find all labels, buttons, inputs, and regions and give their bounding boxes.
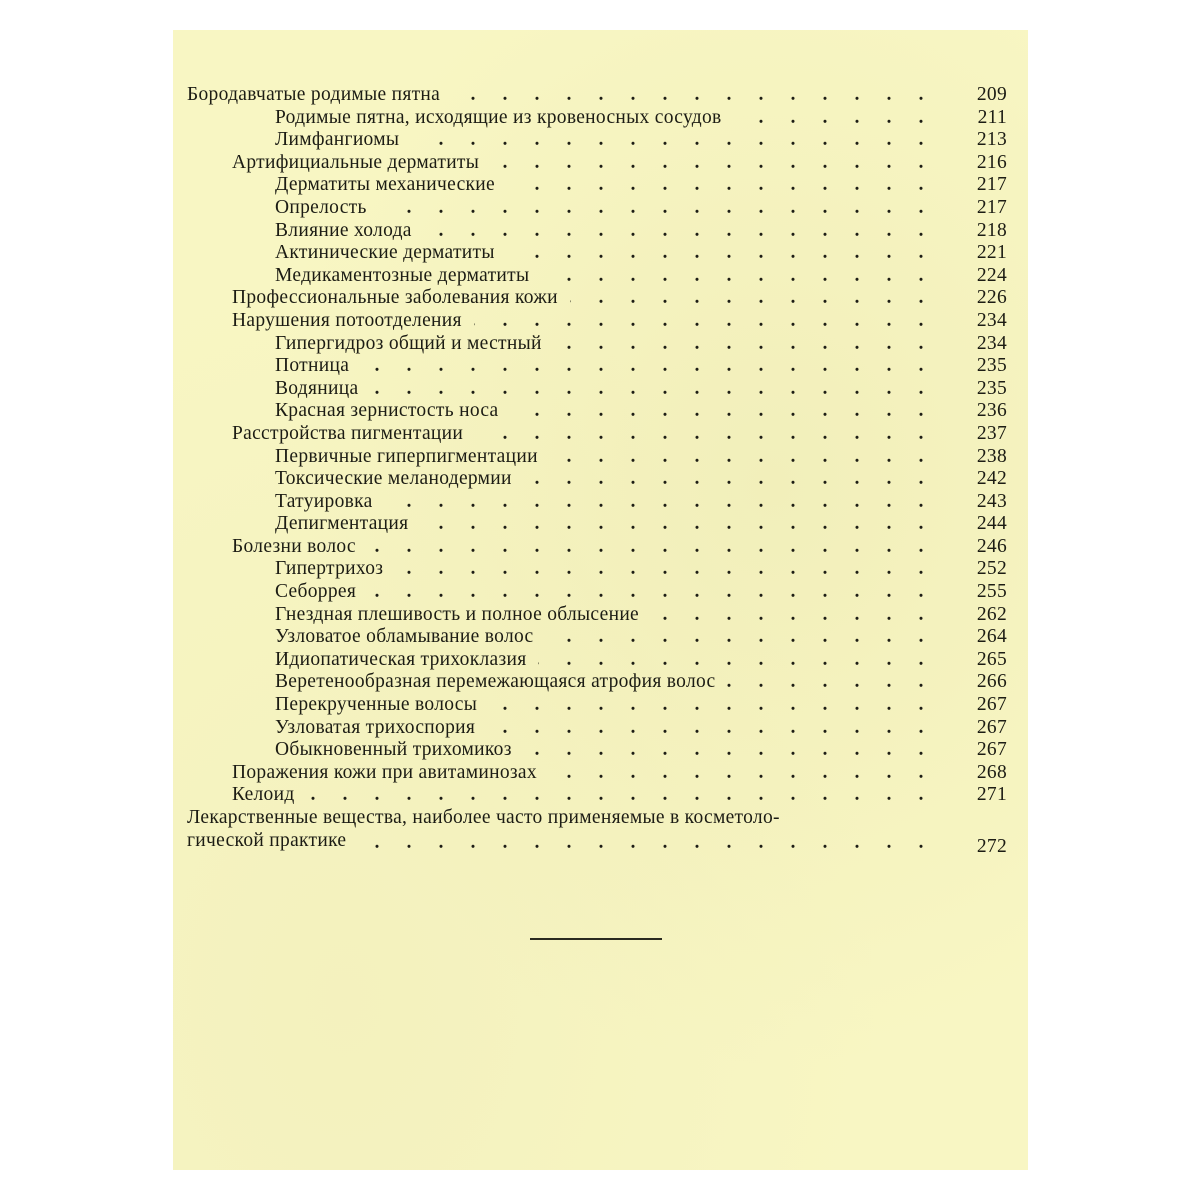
leader-dots [651,604,937,627]
toc-entry-page: 264 [976,626,1007,648]
toc-entry-page: 267 [976,694,1007,716]
leader-dots [474,310,937,333]
toc-entry-title: Бородавчатые родимые пятна [187,84,441,105]
leader-dots [424,220,937,243]
toc-entry [187,739,1007,762]
toc-entry [187,242,1007,265]
toc-entry-page: 238 [976,445,1007,467]
toc-entry [187,400,1007,423]
leader-dots [524,739,937,762]
toc-entry [187,84,1007,107]
toc-entry-page: 221 [976,242,1007,264]
toc-entry-page: 244 [976,513,1007,535]
toc-entry-page: 234 [976,309,1007,331]
toc-entry-title: Перекрученные волосы [275,694,478,716]
leader-dots [487,717,937,740]
leader-dots [545,626,937,649]
leader-dots [368,581,937,604]
toc-entry-page: 226 [976,287,1007,309]
leader-dots [549,762,937,785]
toc-entry-page: 271 [976,784,1007,806]
end-rule [530,938,662,940]
leader-dots [379,197,937,220]
toc-entry-page: 211 [977,106,1007,128]
toc-entry-title: Гипертрихоз [275,558,384,580]
toc-entry-page: 217 [976,174,1007,196]
leader-dots [368,536,937,559]
leader-dots [489,694,937,717]
toc-entry [187,762,1007,785]
toc-entry [187,446,1007,469]
toc-entry-title: Узловатое обламывание волос [275,626,534,648]
toc-entry-page: 235 [976,377,1007,399]
leader-dots [452,84,937,107]
toc-entry-title: Токсические меланодермии [275,468,512,490]
toc-entry [187,174,1007,197]
toc-entry-title: Гипергидроз общий и местный [275,332,542,354]
toc-entry-page: 266 [976,671,1007,693]
toc-entry [187,265,1007,288]
toc-entry-title: Актинические дерматиты [275,242,495,264]
leader-dots [361,355,937,378]
leader-dots [727,671,937,694]
toc-entry [187,513,1007,536]
leader-dots [370,378,937,401]
toc-entry-title: Красная зернистость носа [275,400,499,422]
leader-dots [385,491,937,514]
leader-dots [411,129,937,152]
toc-entry [187,197,1007,220]
toc-entry [187,423,1007,446]
toc-entry-page: 209 [976,84,1007,105]
toc-entry-title: Келоид [232,784,295,806]
toc-entry-title: Артифициальные дерматиты [232,151,480,173]
toc-entry-title: Потница [275,355,350,377]
leader-dots [358,832,937,855]
toc-entry-title: Гнездная плешивость и полное облысение [275,603,640,625]
toc-entry-page: 262 [976,603,1007,625]
toc-entry-title: Болезни волос [232,535,356,557]
toc-entry [187,107,1007,130]
leader-dots [570,287,937,310]
leader-dots [307,784,937,807]
leader-dots [511,400,937,423]
toc-entry [187,378,1007,401]
toc-entry-page: 213 [976,129,1007,151]
leader-dots [507,174,937,197]
leader-dots [491,152,937,175]
toc-entry-title: Веретенообразная перемежающаяся атрофия волос [275,671,716,693]
toc-entry-page: 267 [976,716,1007,738]
toc-entry [187,287,1007,310]
toc-entry-page: 255 [976,581,1007,603]
toc-entry-title-line1: Лекарственные вещества, наиболее часто применяемые в косметоло- [187,807,780,828]
toc-entry-title: Обыкновенный трихомикоз [275,739,512,761]
toc-entry [187,536,1007,559]
toc-entry-page: 265 [976,648,1007,670]
toc-entry-title-line2: гической практике [187,829,347,851]
leader-dots [734,107,937,130]
toc-entry-title: Узловатая трихоспория [275,716,476,738]
toc-entry [187,649,1007,672]
toc-entry-page: 246 [976,535,1007,557]
toc-entry-page: 224 [976,264,1007,286]
toc-entry-title: Поражения кожи при авитаминозах [232,761,537,783]
toc-entry-title: Себоррея [275,581,357,603]
toc-entry-page: 217 [976,196,1007,218]
toc-entry [187,671,1007,694]
toc-entry-title: Профессиональные заболевания кожи [232,287,558,309]
toc-entry-page: 236 [976,400,1007,422]
toc-entry-title: Расстройства пигментации [232,422,464,444]
leader-dots [550,446,937,469]
leader-dots [395,558,937,581]
toc-entry [187,581,1007,604]
toc-entry-page: 218 [976,219,1007,241]
toc-entry-title: Родимые пятна, исходящие из кровеносных сосудов [275,106,722,128]
leader-dots [507,242,937,265]
toc-entry [187,491,1007,514]
toc-entry-title: Татуировка [275,490,373,512]
toc-entry-page: 267 [976,739,1007,761]
toc-entry-page: 268 [976,761,1007,783]
toc-entry-page: 272 [976,836,1007,857]
toc-entry-page: 243 [976,490,1007,512]
toc-entry [187,310,1007,333]
toc-entry [187,355,1007,378]
leader-dots [420,513,937,536]
toc-entry-title: Идиопатическая трихоклазия [275,648,527,670]
toc-entry-title: Нарушения потоотделения [232,309,462,331]
toc-entry-title: Водяница [275,377,359,399]
toc-entry [187,694,1007,717]
toc-entry [187,717,1007,740]
leader-dots [524,468,937,491]
toc-entry [187,784,1007,807]
leader-dots [541,265,937,288]
toc-entry-title: Первичные гиперпигментации [275,445,538,467]
table-of-contents [187,84,1007,857]
toc-entry [187,626,1007,649]
toc-entry [187,333,1007,356]
toc-entry-page: 216 [976,151,1007,173]
toc-entry-title: Депигментация [275,513,409,535]
toc-entry [187,558,1007,581]
toc-entry [187,220,1007,243]
leader-dots [538,649,937,672]
toc-entry [187,468,1007,491]
toc-entry [187,152,1007,175]
toc-entry-title: Дерматиты механические [275,174,495,196]
toc-entry-title: Лимфангиомы [275,129,400,151]
toc-entry-page: 237 [976,422,1007,444]
toc-entry-title: Медикаментозные дерматиты [275,264,530,286]
leader-dots [554,333,937,356]
leader-dots [475,423,937,446]
toc-entry-page: 235 [976,355,1007,377]
toc-entry-title: Влияние холода [275,219,412,241]
toc-entry-page: 252 [976,558,1007,580]
toc-entry-title: Опрелость [275,196,367,218]
toc-entry-final [187,807,1007,857]
toc-entry [187,604,1007,627]
toc-entry [187,129,1007,152]
toc-entry-page: 242 [976,468,1007,490]
toc-entry-page: 234 [976,332,1007,354]
